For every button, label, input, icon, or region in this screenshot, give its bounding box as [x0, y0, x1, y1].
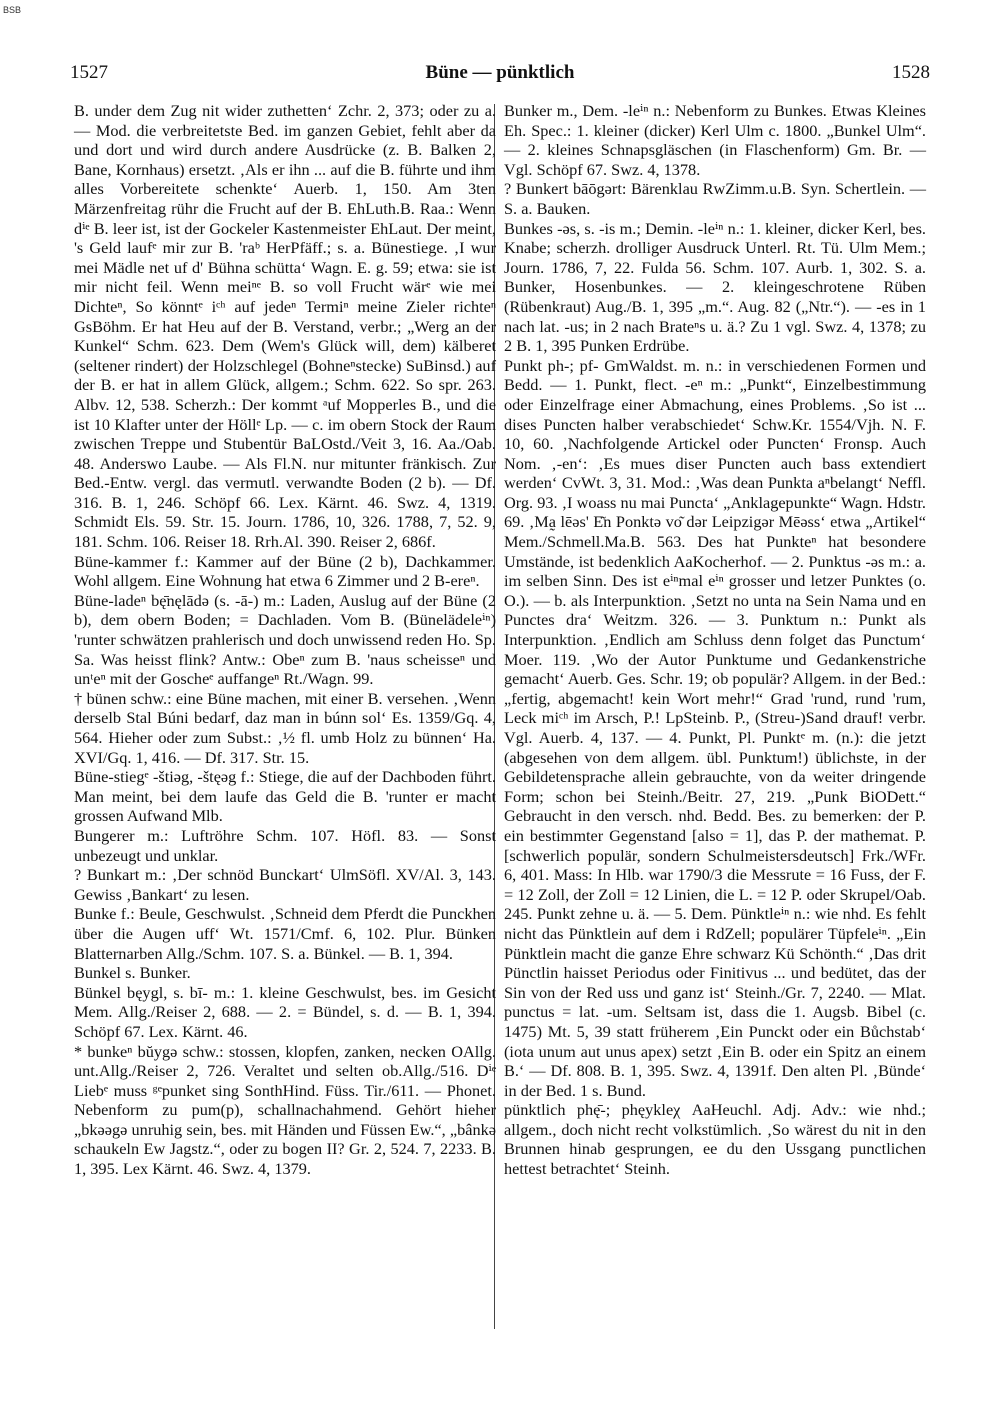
right-column [504, 101, 926, 1179]
entry-bungerer: Bungerer m.: Luftröhre Schm. 107. Höfl. 83. — Sonst unbezeugt und unklar. [74, 825, 496, 865]
entry-puenktlich: pünktlich phę̄-; phęykleχ AaHeuchl. Adj. Adv.: wie nhd.; allgem., doch nicht recht volkstümlich. ‚So wärest du nit in den Brunnen hinab gesprungen, ee du den Ussgang punctlichen hettest betrachtet‘ Steinh. [504, 1100, 926, 1179]
left-column [74, 101, 496, 1179]
entry-buene-laden: Büne-ladeⁿ bę̄nęlādə (s. -ā-) m.: Laden, Auslug auf der Büne (2 b), dem obern Boden; = Dachladen. Vom B. (Bünelädeleⁱⁿ) 'runter schwätzen prahlerisch und doch unwissend reden Ho. Sp. Sa. Was heisst flink? Antw.: Obeⁿ zum B. 'naus scheisseⁿ und unᵗeⁿ mit der Goscheᵉ auffangeⁿ Rt./Wagn. 99. [74, 590, 496, 689]
entry-bunkart: ? Bunkart m.: ‚Der schnöd Bunckart‘ UlmSöfl. XV/Al. 3, 143. Gewiss ‚Bankart‘ zu lesen. [74, 865, 496, 904]
library-stamp: BSB [3, 5, 22, 15]
entry-bunkel: Bunkel s. Bunker. [74, 963, 191, 983]
entry-buenkel: Bünkel bęygl, s. bī- m.: 1. kleine Geschwulst, bes. im Gesicht Mem. Allg./Reiser 2, 688. — 2. = Bündel, s. d. — B. 1, 394. Schöpf 67. Lex. Kärnt. 46. [74, 982, 496, 1041]
entry-bunkert: ? Bunkert bāōgərt: Bärenklau RwZimm.u.B. Syn. Schertlein. — S. a. Bauken. [504, 179, 926, 218]
entry-buene-kammer: Büne-kammer f.: Kammer auf der Büne (2 b), Dachkammer. Wohl allgem. Eine Wohnung hat etwa 6 Zimmer und 2 B-ereⁿ. [74, 551, 496, 591]
entry-bunken: * bunkeⁿ bŭygə schw.: stossen, klopfen, zanken, necken OAllg. unt.Allg./Reiser 2, 726. Veraltet und selten ob.Allg./516. Dⁱᵉ Liebᵉ muss ᵍᵉpunket sing SonthHind. Füss. Tir./611. — Phonet. Nebenform zu pum(p), schallnachahmend. Gehört hieher „bkəəgə unruhig sein, bes. mit Händen und Füssen Ew.“, „bânkə schaukeln Ew Jagstz.“, oder zu bogen II? Gr. 2, 524. 7, 2233. B. 1, 395. Lex Kärnt. 46. Swz. 4, 1379. [74, 1041, 496, 1179]
entry-bunkes: Bunkes -əs, s. -is m.; Demin. -leⁱⁿ n.: 1. kleiner, dicker Kerl, bes. Knabe; scherzh. drolliger Ausdruck Unterl. Rt. Tü. Ulm Mem.; Journ. 1786, 7, 22. Fulda 56. Schm. 107. Aurb. 1, 302. S. a. Bunker, Hosenbunkes. — 2. kleingeschrotene Rüben (Rübenkraut) Aug./B. 1, 395 „m.“. Aug. 82 („Ntr.“). — -es in 1 nach lat. -us; in 2 nach Brateⁿs u. ä.? Zu 1 vgl. Swz. 4, 1378; zu 2 B. 1, 395 Punken Erdrübe. [504, 218, 926, 356]
entry-bunker: Bunker m., Dem. -leⁱⁿ n.: Nebenform zu Bunkes. Etwas Kleines Eh. Spec.: 1. kleiner (dicker) Kerl Ulm c. 1800. „Bunkel Ulm“. — 2. kleines Schnapsgläschen (in Flaschenform) Gm. Br. — Vgl. Schöpf 67. Swz. 4, 1378. [504, 101, 926, 179]
entry-buenen: † bünen schw.: eine Büne machen, mit einer B. versehen. ‚Wenn derselb Stal Búni bedarf, daz man in búnn sol‘ Es. 1359/Gq. 4, 564. Hieher oder zum Subst.: ‚½ fl. umb Holz zu bünnen‘ Ha. XVI/Gq. 1, 416. — Df. 317. Str. 15. [74, 688, 496, 767]
entry-punkt: Punkt ph-; pf- GmWaldst. m. n.: in verschiedenen Formen und Bedd. — 1. Punkt, flect. -eⁿ m.: „Punkt“, Einzelbestimmung oder Einzelfrage einer Abmachung, eines Problems. ‚So ist ... dises Puncten halber verabschiedet‘ Schw.Kr. 1554/Vjh. N. F. 10, 60. ‚Nachfolgende Artickel oder Puncten‘ Fronsp. Auch Nom. ‚-en‘: ‚Es mues diser Puncten auch bass extendiert werden‘ CvWt. 3, 31. Mod.: ‚Was dean Punkta aⁿbelangt‘ Neffl. Org. 93. ‚I woass nu mai Puncta‘ „Anklagepunkte“ Wagn. Hdstr. 69. ‚Ma̰ lēəs' E͂n Ponktə vo͂ dər Leipzigər Mēəss‘ etwa „Artikel“ Mem./Schmell.Ma.B. 563. Des hat Punkteⁿ hat besondere Umstände, ist bedenklich AaKocherhof. — 2. Punktus -əs m.: a. im selben Sinn. Des ist eⁱⁿmal eⁱⁿ grosser und letzer Punktes (o. O.). — b. als Interpunktion. ‚Setzt no unta na Sein Nama und en Punctes dra‘ Weitzm. 326. — 3. Punktum n.: Punkt als Interpunktion. ‚Endlich am Schluss denn folget das Punctum‘ Moer. 119. ‚Wo der Autor Punktume und Gedankenstriche gemacht‘ Auerb. Ges. Schr. 19; ob populär? Allgem. in der Bed.: „fertig, abgemacht! kein Wort mehr!“ Grad 'rund, rund 'rum, Leck miᶜʰ im Arsch, P.! LpSteinb. P., (Streu-)Sand drauf! verbr. Vgl. Auerb. 4, 137. — 4. Punkt, Pl. Punktᵉ m. (n.): die jetzt (abgesehen von dem allgem. übl. Punktum!) üblichste, in der Gebildetensprache allein gebrauchte, von da weiter dringende Form; schon bei Steinh./Beitr. 27, 219. „Punk BiODett.“ Gebraucht in den versch. nhd. Bedd. Bes. zu bemerken: der P. ein bestimmter Gegenstand [also = 1], das P. der mathemat. P. [schwerlich populär, sondern Schulmeistersdeutsch] Frk./WFr. 6, 401. Mass: In Hlb. war 1790/3 die Messrute = 16 Fuss, der F. = 12 Zoll, der Zoll = 12 Linien, die L. = 12 P. oder Skrupel/Oab. 245. Punkt zehne u. ä. — 5. Dem. Pünktleⁱⁿ n.: wie nhd. Es fehlt nicht das Pünktlein auf dem i RdZell; populärer Tüpfeleⁱⁿ. „Ein Pünktlein macht die ganze Ehre schwarz Kü Schönth.“ ‚Das drit Pünctlin haisset Periodus oder Finitivus ... und bedütet, das der Sin von der Red uss und ganz ist‘ Steinh./Gr. 7, 2240. — Mlat. punctus = lat. -um. Seltsam ist, dass die 1. Augsb. Bibel (c. 1475) Mt. 5, 39 statt früherem ‚Ein Punckt oder ein Bůchstab‘ (iota unum aut unus apex) setzt ‚Ein B. oder ein Spitz an einem B.‘ — Df. 808. B. 1, 395. Swz. 4, 1391f. Den alten Pl. ‚Bünde‘ in der Bed. 1 s. Bund. [504, 355, 926, 1100]
entry-buene-stiege: Büne-stiegᵉ -štiəg, -štęəg f.: Stiege, die auf der Dachboden führt. Man meint, bei dem laufe das Geld die B. 'runter er macht grossen Aufwand Mlb. [74, 767, 496, 826]
entry-buene-continued: B. under dem Zug nit wider zuthetten‘ Zchr. 2, 373; oder zu a. — Mod. die verbreitetste Bed. im ganzen Gebiet, fehlt aber da und dort und wird durch andere Ausdrücke (z. B. Balken 2, Bane, Kornhaus) ersetzt. ‚Als er ihn ... auf die B. führte und ihm alles Vorbereitete schenkte‘ Auerb. 1, 150. Am 3ten Märzenfreitag rühr die Frucht auf der B. EhLuth.B. Raa.: Wenn dⁱᵉ B. leer ist, ist der Gockeler Kastenmeister EhLaut. Der meint, 's Geld laufᵉ mir zur B. 'raᵇ HerPfäff.; s. a. Bünestiege. ‚I wur mei Mädle net uf d' Bühna schütta‘ Wagn. E. g. 59; etwa: sie ist mir nicht feil. Wenn meiⁿᵉ B. so voll Frucht wärᵉ wie mei Dichteⁿ, So könntᵉ iᶜʰ auf jedeⁿ Termiⁿ meine Zieler richteⁿ GsBöhm. Er hat Heu auf der B. Verstand, verbr.; „Werg an der Kunkel“ Schm. 623. Dem (Wem's Glück will, dem) kälberet (seltener rindert) der Holzschlegel (Bohneⁿstecke) SuBinsd.) auf der B. er hat in allem Glück, allgem.; Schm. 622. So spr. 263. Albv. 12, 538. Scherzh.: Der kommt ᵃuf Mopperles B., und die ist 10 Klafter unter der Höllᵉ Lp. — c. im obern Stock der Raum zwischen Treppe und Stubentür BaLOstd./Veit 3, 16. Aa./Oab. 48. Anderswo Laube. — Als Fl.N. nur mitunter fränkisch. Zur Bed.-Entw. vergl. das vermutl. verwandte Boden (2 b). — Df. 316. B. 1, 246. Schöpf 66. Lex. Kärnt. 46. Swz. 4, 1319. Schmidt Els. 59. Str. 15. Journ. 1786, 10, 326. 1788, 7, 52. 9, 181. Schm. 106. Reiser 18. Rrh.Al. 390. Reiser 2, 686f. [74, 101, 496, 552]
running-title: Büne — pünktlich [425, 62, 575, 83]
page-number-left: 1527 [70, 62, 108, 83]
entry-bunke: Bunke f.: Beule, Geschwulst. ‚Schneid dem Pferdt die Punckhen über die Augen uff‘ Wt. 1571/Cmf. 6, 102. Plur. Bünken Blatternarben Allg./Schm. 107. S. a. Bünkel. — B. 1, 394. [74, 904, 496, 963]
page-header [70, 62, 930, 92]
page-number-right: 1528 [892, 62, 930, 83]
